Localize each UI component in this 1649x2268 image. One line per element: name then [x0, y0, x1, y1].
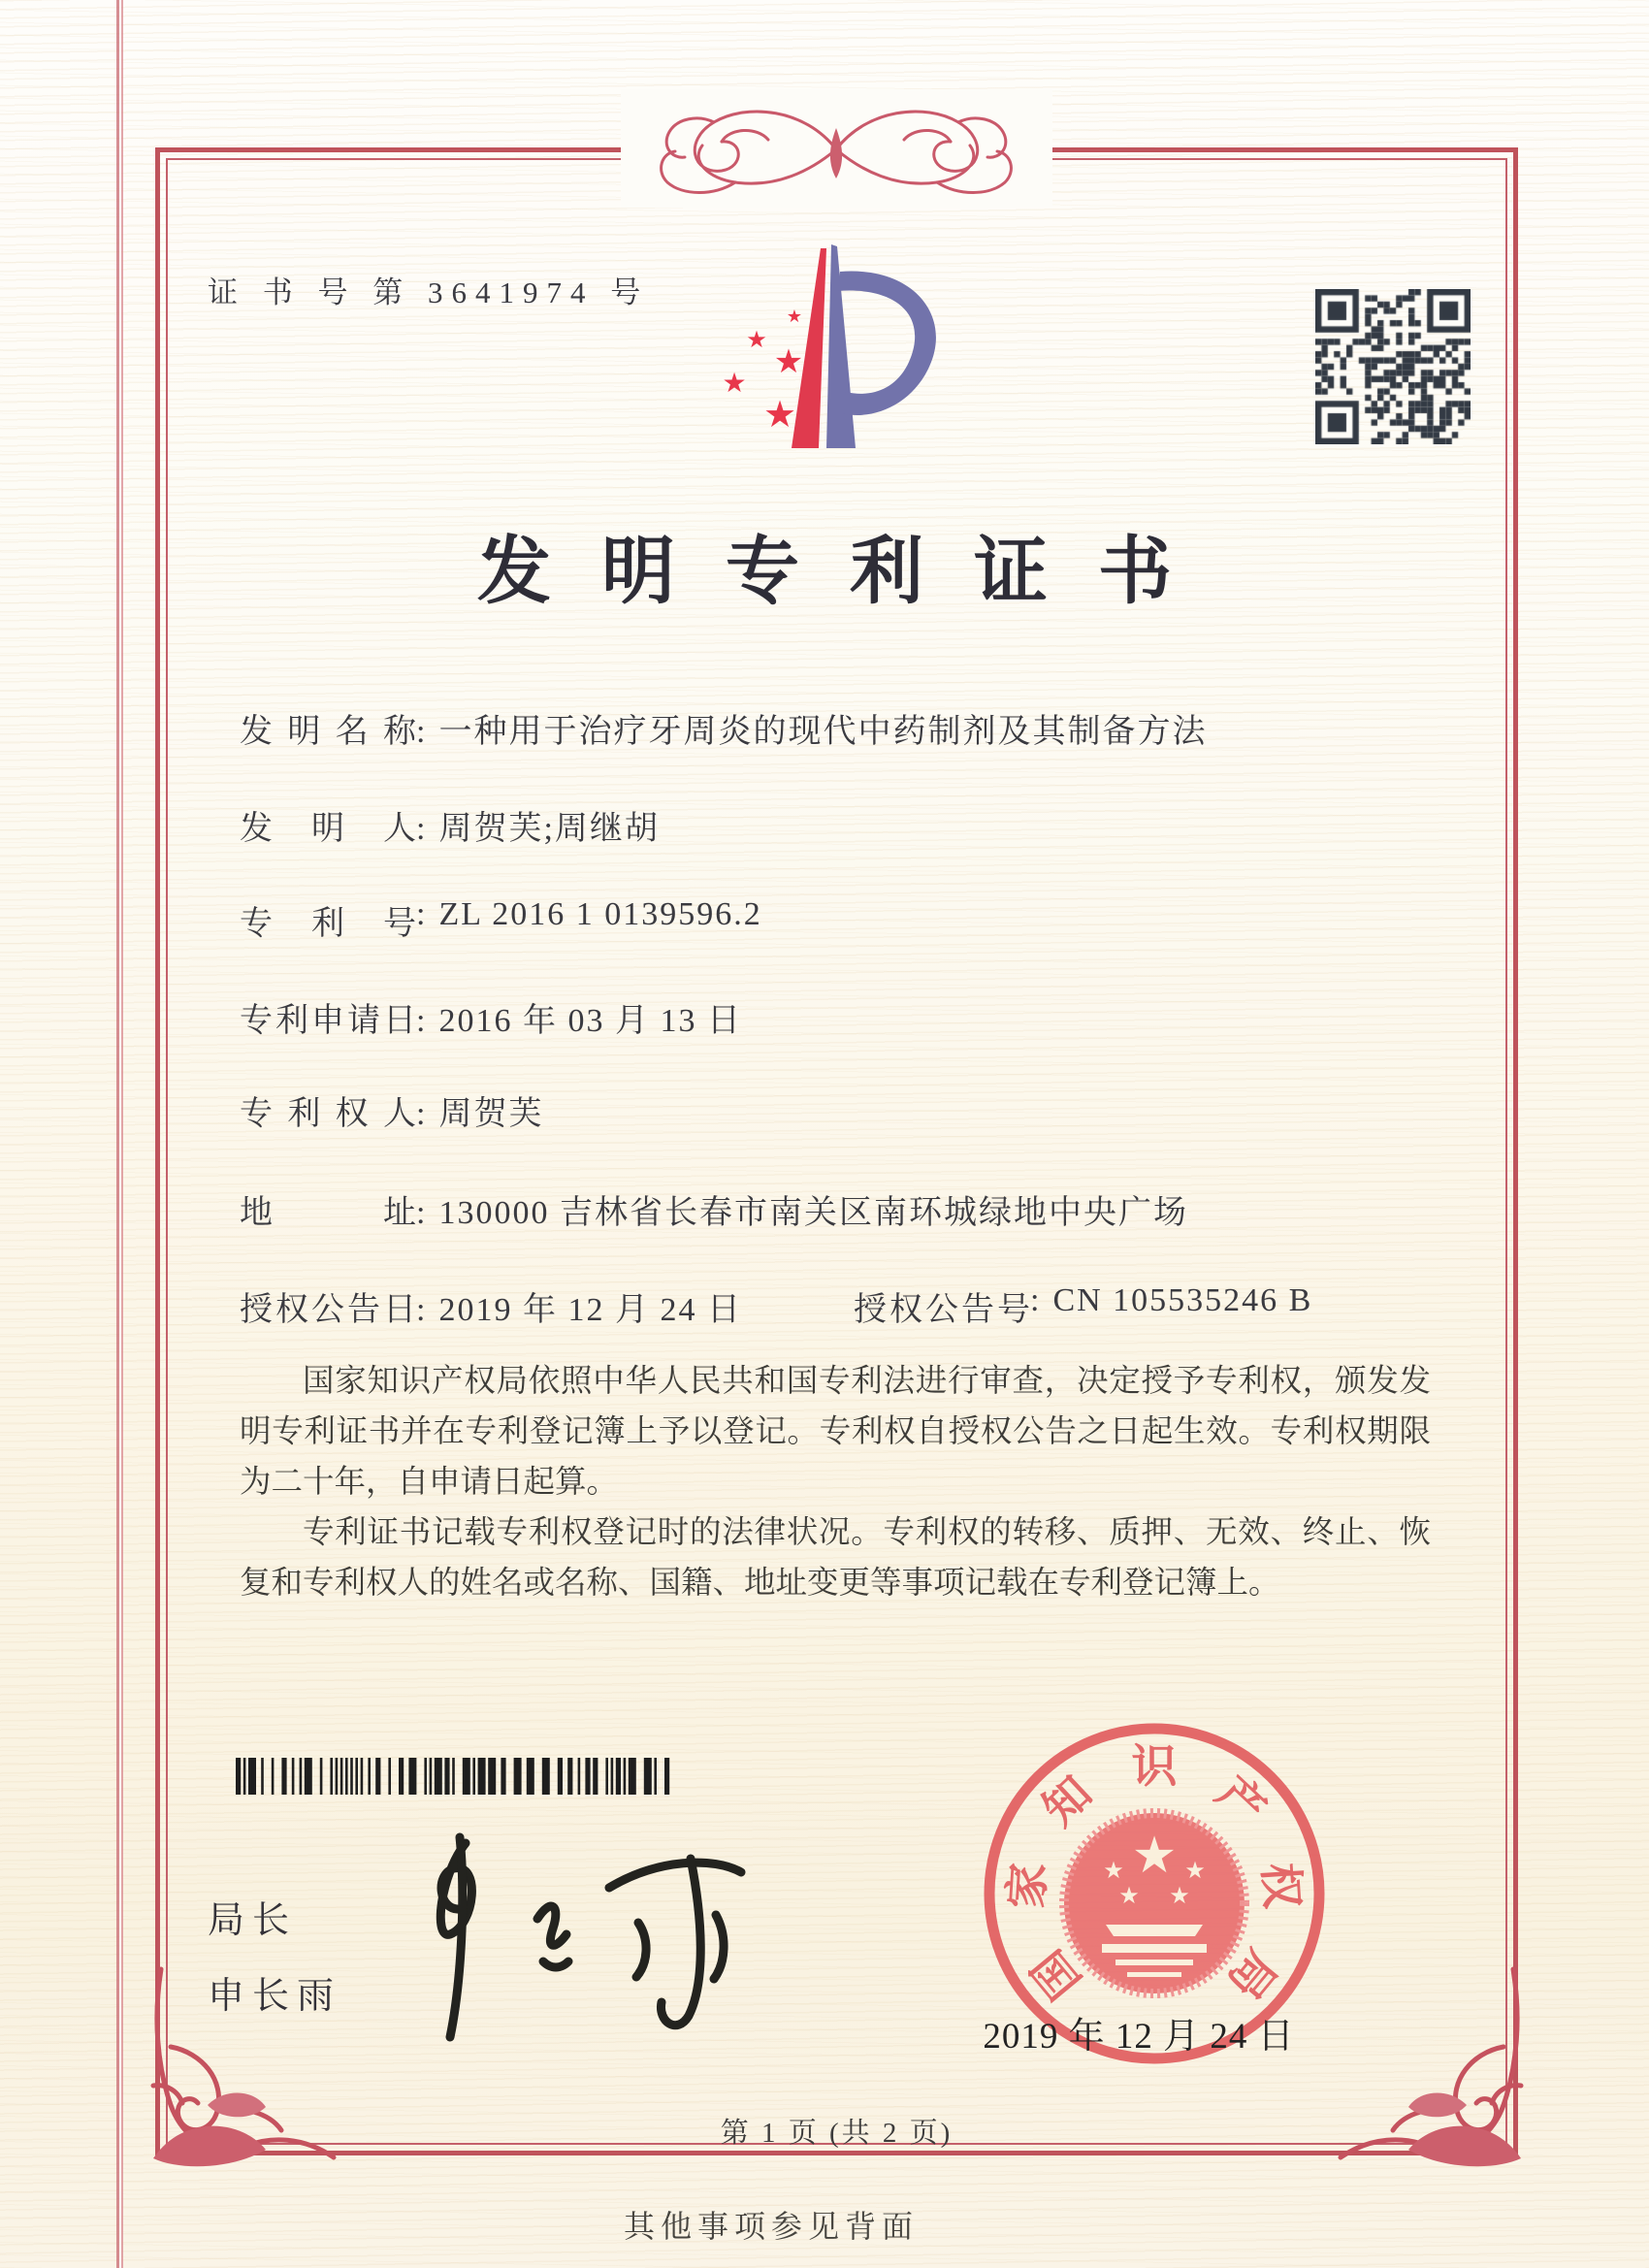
- field-colon: :: [416, 1195, 426, 1231]
- svg-text:知: 知: [1034, 1767, 1102, 1836]
- field-label: 专利权人: [240, 1096, 416, 1132]
- see-back-note: 其他事项参见背面: [623, 2209, 919, 2244]
- svg-text:识: 识: [1131, 1742, 1178, 1793]
- page-number: 第 1 页 (共 2 页): [720, 2118, 954, 2149]
- svg-text:★: ★: [1131, 1827, 1178, 1885]
- svg-text:局: 局: [1217, 1940, 1286, 2008]
- field-row-filing-date: [240, 993, 742, 1041]
- field-label: 发明名称: [240, 714, 416, 750]
- legal-paragraph-2: 专利证书记载专利权登记时的法律状况。专利权的转移、质押、无效、终止、恢复和专利权人的姓名或名称、国籍、地址变更等事项记载在专利登记簿上。: [240, 1515, 1431, 1601]
- field-colon: :: [416, 1292, 426, 1328]
- svg-text:国: 国: [1022, 1940, 1091, 2008]
- field-value: 2019 年 12 月 24 日: [438, 1292, 742, 1328]
- field-label: 授权公告号: [854, 1292, 1030, 1328]
- field-row-patentee: [240, 1086, 543, 1134]
- field-value: 周贺芙;周继胡: [438, 811, 660, 847]
- barcode: [236, 1758, 674, 1795]
- signer-title: 局长: [208, 1900, 298, 1941]
- field-colon: :: [416, 1003, 426, 1039]
- svg-text:★: ★: [1118, 1882, 1140, 1909]
- svg-text:★: ★: [762, 393, 797, 436]
- svg-text:★: ★: [773, 342, 804, 381]
- field-colon: :: [416, 896, 426, 932]
- director-signature-icon: [390, 1816, 768, 2058]
- field-value: 一种用于治疗牙周炎的现代中药制剂及其制备方法: [438, 714, 1208, 750]
- svg-text:家: 家: [1001, 1861, 1055, 1910]
- svg-text:★: ★: [1184, 1857, 1206, 1884]
- seal-date: 2019 年 12 月 24 日: [983, 2017, 1295, 2057]
- cnipa-logo-icon: [679, 241, 980, 459]
- svg-text:产: 产: [1207, 1767, 1275, 1836]
- field-colon: :: [416, 714, 426, 750]
- field-value: ZL 2016 1 0139596.2: [438, 896, 762, 932]
- field-label: 地址: [240, 1195, 416, 1231]
- svg-text:★: ★: [1169, 1882, 1190, 1909]
- field-label: 发明人: [240, 811, 416, 847]
- svg-text:★: ★: [786, 307, 803, 327]
- field-colon: :: [1030, 1282, 1040, 1318]
- field-colon: :: [416, 811, 426, 847]
- scan-edge-line: [116, 0, 123, 2268]
- certificate-title: 发明专利证书: [477, 532, 1222, 613]
- field-value: 周贺芙: [438, 1096, 544, 1132]
- field-grant-number-group: [854, 1282, 1312, 1330]
- signer-name: 申长雨: [208, 1976, 342, 2017]
- field-colon: :: [416, 1096, 426, 1132]
- field-label: 专利申请日: [240, 1003, 416, 1039]
- certificate-number: 证 书 号 第 3641974 号: [208, 275, 650, 309]
- field-value: 130000 吉林省长春市南关区南环城绿地中央广场: [438, 1195, 1188, 1231]
- field-value: CN 105535246 B: [1052, 1282, 1313, 1318]
- top-dragon-flourish-icon: [621, 89, 1052, 208]
- field-label: 专利号: [240, 906, 416, 942]
- field-row-inventor: [240, 801, 660, 849]
- legal-paragraph-1: 国家知识产权局依照中华人民共和国专利法进行审查，决定授予专利权，颁发发明专利证书并在专利登记簿上予以登记。专利权自授权公告之日起生效。专利权期限为二十年，自申请日起算。: [240, 1364, 1431, 1500]
- legal-text-block: [240, 1356, 1431, 1608]
- field-row-grant: [240, 1282, 1433, 1330]
- field-value: 2016 年 03 月 13 日: [438, 1003, 742, 1039]
- svg-text:★: ★: [1103, 1857, 1124, 1884]
- svg-text:★: ★: [722, 367, 747, 399]
- field-row-invention-name: [240, 704, 1207, 752]
- svg-text:权: 权: [1253, 1861, 1308, 1910]
- field-label: 授权公告日: [240, 1292, 416, 1328]
- field-row-patent-number: [240, 896, 762, 944]
- qr-code: [1315, 289, 1471, 444]
- field-row-address: [240, 1185, 1188, 1233]
- svg-text:★: ★: [746, 326, 767, 353]
